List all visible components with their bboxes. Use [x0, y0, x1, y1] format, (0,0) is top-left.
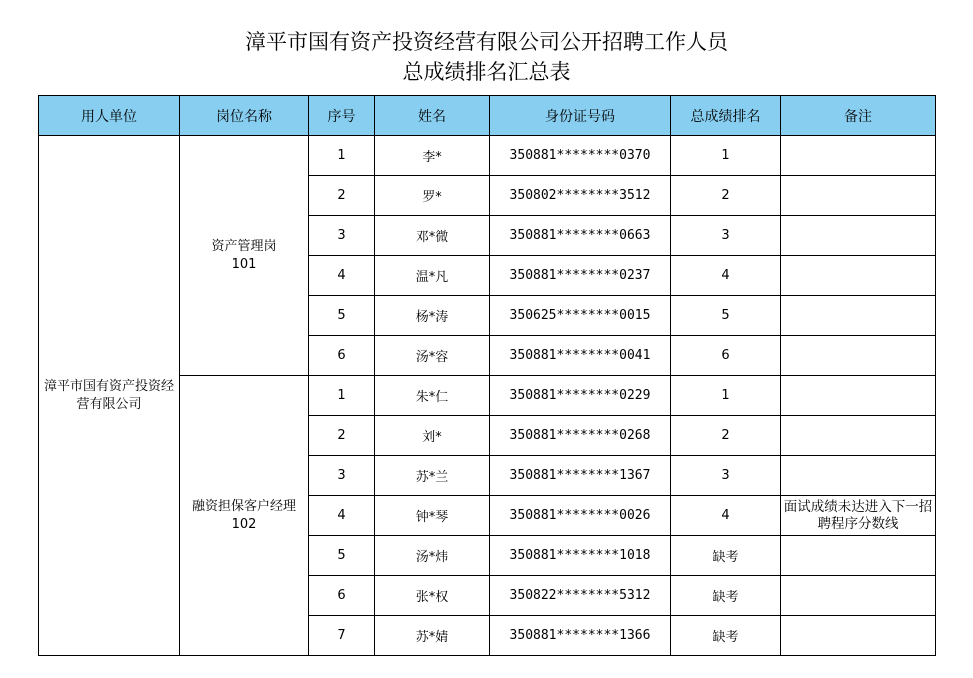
- note-cell: [781, 216, 936, 256]
- page-title: 漳平市国有资产投资经营有限公司公开招聘工作人员: [245, 30, 728, 54]
- page-subtitle: 总成绩排名汇总表: [402, 60, 571, 84]
- name-cell: 汤*容: [375, 336, 490, 376]
- name-cell: 李*: [375, 136, 490, 176]
- header-seq: 序号: [309, 96, 375, 136]
- seq-cell: 4: [309, 256, 375, 296]
- seq-cell: 1: [309, 376, 375, 416]
- id-cell: 350881********0268: [490, 416, 671, 456]
- note-cell: [781, 416, 936, 456]
- seq-cell: 2: [309, 176, 375, 216]
- note-cell: [781, 376, 936, 416]
- rank-cell: 5: [671, 296, 781, 336]
- id-cell: 350881********1018: [490, 536, 671, 576]
- note-cell: [781, 336, 936, 376]
- seq-cell: 5: [309, 296, 375, 336]
- id-cell: 350881********1366: [490, 616, 671, 656]
- note-cell: [781, 296, 936, 336]
- id-cell: 350881********0370: [490, 136, 671, 176]
- employer-cell: 漳平市国有资产投资经营有限公司: [39, 136, 180, 656]
- position-cell: [180, 376, 309, 656]
- rank-cell: 1: [671, 376, 781, 416]
- note-cell: [781, 456, 936, 496]
- header-row: [39, 96, 936, 136]
- note-cell: [781, 616, 936, 656]
- id-cell: 350881********0237: [490, 256, 671, 296]
- seq-cell: 6: [309, 336, 375, 376]
- header-rank: 总成绩排名: [671, 96, 781, 136]
- note-cell: 面试成绩未达进入下一招聘程序分数线: [781, 496, 936, 536]
- seq-cell: 5: [309, 536, 375, 576]
- rank-cell: 缺考: [671, 616, 781, 656]
- seq-cell: 4: [309, 496, 375, 536]
- name-cell: 苏*兰: [375, 456, 490, 496]
- ranking-table: [38, 95, 936, 656]
- name-cell: 汤*炜: [375, 536, 490, 576]
- rank-cell: 3: [671, 216, 781, 256]
- id-cell: 350802********3512: [490, 176, 671, 216]
- header-id-number: 身份证号码: [490, 96, 671, 136]
- rank-cell: 2: [671, 416, 781, 456]
- seq-cell: 2: [309, 416, 375, 456]
- name-cell: 罗*: [375, 176, 490, 216]
- rank-cell: 3: [671, 456, 781, 496]
- seq-cell: 3: [309, 456, 375, 496]
- id-cell: 350881********0026: [490, 496, 671, 536]
- id-cell: 350881********0041: [490, 336, 671, 376]
- rank-cell: 1: [671, 136, 781, 176]
- rank-cell: 4: [671, 496, 781, 536]
- note-cell: [781, 136, 936, 176]
- id-cell: 350881********0229: [490, 376, 671, 416]
- position-code: 101: [231, 256, 257, 272]
- rank-cell: 4: [671, 256, 781, 296]
- position-name: 融资担保客户经理: [191, 498, 296, 514]
- name-cell: 刘*: [375, 416, 490, 456]
- rank-cell: 缺考: [671, 576, 781, 616]
- rank-cell: 缺考: [671, 536, 781, 576]
- header-note: 备注: [781, 96, 936, 136]
- id-cell: 350881********1367: [490, 456, 671, 496]
- note-cell: [781, 576, 936, 616]
- rank-cell: 2: [671, 176, 781, 216]
- name-cell: 温*凡: [375, 256, 490, 296]
- name-cell: 杨*涛: [375, 296, 490, 336]
- seq-cell: 7: [309, 616, 375, 656]
- note-cell: [781, 176, 936, 216]
- header-position: 岗位名称: [180, 96, 309, 136]
- name-cell: 朱*仁: [375, 376, 490, 416]
- seq-cell: 1: [309, 136, 375, 176]
- table-row: [39, 136, 936, 176]
- name-cell: 张*权: [375, 576, 490, 616]
- name-cell: 苏*婧: [375, 616, 490, 656]
- id-cell: 350881********0663: [490, 216, 671, 256]
- name-cell: 钟*琴: [375, 496, 490, 536]
- name-cell: 邓*微: [375, 216, 490, 256]
- note-cell: [781, 536, 936, 576]
- seq-cell: 3: [309, 216, 375, 256]
- header-employer: 用人单位: [39, 96, 180, 136]
- position-name: 资产管理岗: [211, 238, 277, 254]
- id-cell: 350625********0015: [490, 296, 671, 336]
- position-code: 102: [231, 516, 257, 532]
- rank-cell: 6: [671, 336, 781, 376]
- header-name: 姓名: [375, 96, 490, 136]
- seq-cell: 6: [309, 576, 375, 616]
- id-cell: 350822********5312: [490, 576, 671, 616]
- position-cell: [180, 136, 309, 376]
- note-cell: [781, 256, 936, 296]
